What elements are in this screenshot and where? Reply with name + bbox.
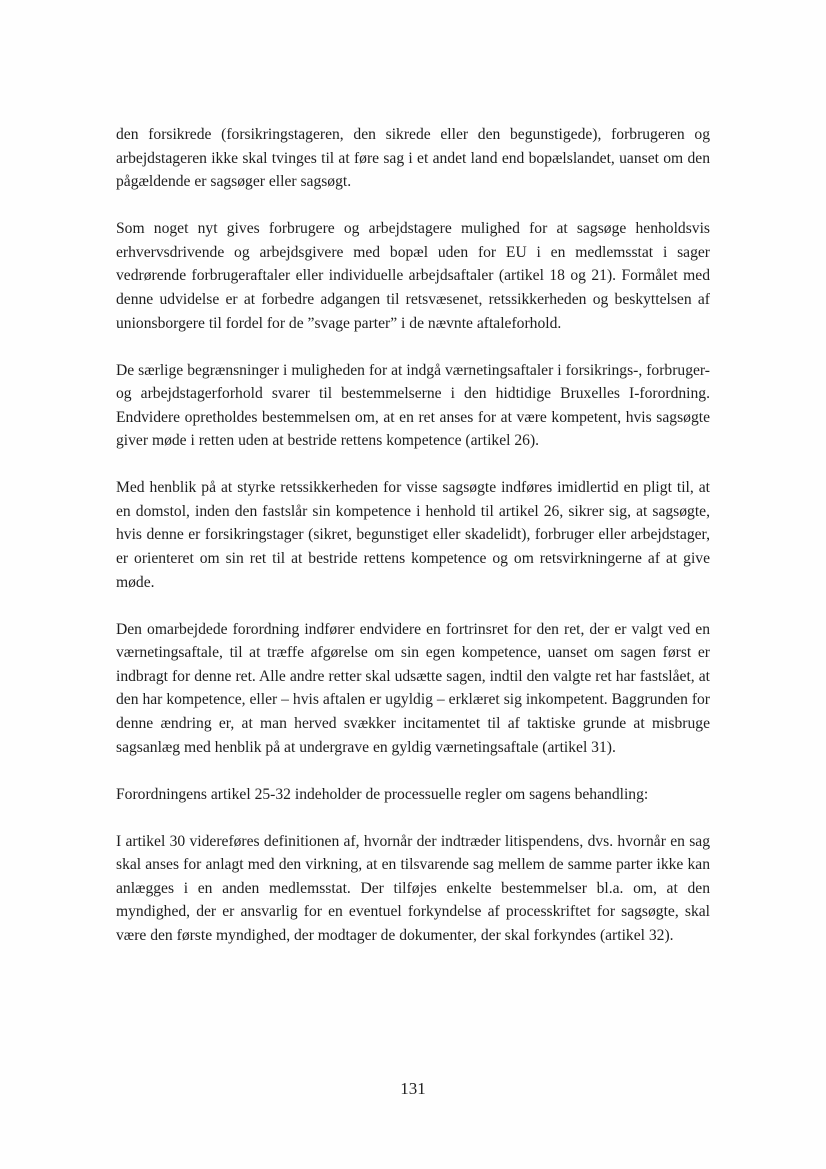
paragraph-4: Med henblik på at styrke retssikkerheden for visse sagsøgte indføres imidlertid en pligt til, at en domstol, inden den fastslår sin kompetence i henhold til artikel 26, sikrer sig, at sagsøgte, hvis denne er forsikringstager (sikret, begunstiget eller skadelidt), forbruger eller arbejdstager, er orienteret om sin ret til at bestride rettens kompetence og om retsvirkningerne af at give møde.	[116, 479, 710, 591]
paragraph-3: De særlige begrænsninger i muligheden for at indgå værnetingsaftaler i forsikrings-, forbruger- og arbejdstagerforhold svarer til bestemmelserne i den hidtidige Bruxelles I-forordning. Endvidere opretholdes bestemmelsen om, at en ret anses for at være kompetent, hvis sagsøgte giver møde i retten uden at bestride rettens kompetence (artikel 26).	[116, 361, 710, 450]
paragraph-6: Forordningens artikel 25-32 indeholder de processuelle regler om sagens behandling:	[116, 785, 649, 803]
paragraph-1: den forsikrede (forsikringstageren, den sikrede eller den begunstigede), forbrugeren og arbejdstageren ikke skal tvinges til at føre sag i et andet land end bopælslandet, uanset om den pågældende er sagsøger eller sagsøgt.	[116, 126, 710, 191]
paragraph-7: I artikel 30 videreføres definitionen af, hvornår der indtræder litispendens, dvs. hvornår en sag skal anses for anlagt med den virkning, at en tilsvarende sag mellem de samme parter ikke kan anlægges i en anden medlemsstat. Der tilføjes enkelte bestemmelser bl.a. om, at den myndighed, der er ansvarlig for en eventuel forkyndelse af processkriftet for sagsøgte, skal være den første myndighed, der modtager de dokumenter, der skal forkyndes (artikel 32).	[116, 832, 710, 944]
page-number: 131	[400, 1079, 426, 1098]
paragraph-2: Som noget nyt gives forbrugere og arbejdstagere mulighed for at sagsøge henholdsvis erhvervsdrivende og arbejdsgivere med bopæl uden for EU i en medlemsstat i sager vedrørende forbrugeraftaler eller individuelle arbejdsaftaler (artikel 18 og 21). Formålet med denne udvidelse er at forbedre adgangen til retsvæsenet, retssikkerheden og beskyttelsen af unionsborgere til fordel for de ”svage parter” i de nævnte aftaleforhold.	[116, 220, 710, 332]
paragraph-5: Den omarbejdede forordning indfører endvidere en fortrinsret for den ret, der er valgt ved en værnetingsaftale, til at træffe afgørelse om sin egen kompetence, uanset om sagen først er indbragt for denne ret. Alle andre retter skal udsætte sagen, indtil den valgte ret har fastslået, at den har kompetence, eller – hvis aftalen er ugyldig – erklæret sig inkompetent. Baggrunden for denne ændring er, at man herved svækker incitamentet til af taktiske grunde at misbruge sagsanlæg med henblik på at undergrave en gyldig værnetingsaftale (artikel 31).	[116, 620, 710, 756]
body-text	[116, 123, 710, 971]
